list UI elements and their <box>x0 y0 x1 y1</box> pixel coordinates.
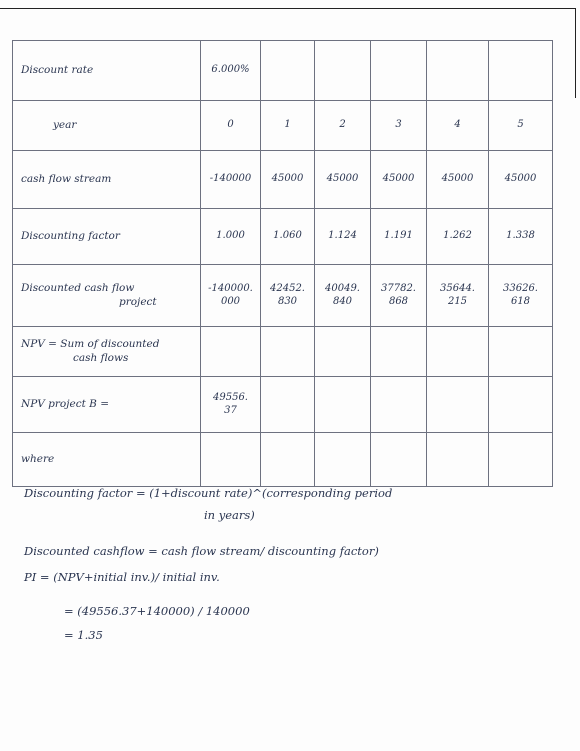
dcf-value-bottom: 000 <box>220 295 241 307</box>
discounted-cash-flow-cell <box>427 265 489 327</box>
year-cell: 4 <box>427 101 489 151</box>
page-top-rule <box>0 8 575 9</box>
discounted-cashflow-formula: Discounted cashflow = cash flow stream/ discounting factor) <box>24 544 379 558</box>
discounted-cash-flow-label <box>13 265 201 327</box>
discounted-cash-flow-label-line2: project <box>119 295 157 308</box>
discount-rate-label: Discount rate <box>13 41 201 101</box>
dcf-value-top: -140000. <box>208 283 253 294</box>
discounting-factor-cell: 1.191 <box>371 209 427 265</box>
discounting-factor-cell: 1.262 <box>427 209 489 265</box>
dcf-value-top: 37782. <box>381 283 416 294</box>
profitability-index-result: = 1.35 <box>64 628 103 642</box>
dcf-value-top: 40049. <box>325 283 360 294</box>
dcf-value-bottom: 868 <box>388 295 409 307</box>
cash-flow-cell: 45000 <box>371 151 427 209</box>
discounted-cash-flow-cell <box>371 265 427 327</box>
discounted-cash-flow-label-line1: Discounted cash flow <box>21 282 135 295</box>
npv-definition-label <box>13 327 201 377</box>
discounting-factor-cell: 1.060 <box>261 209 315 265</box>
npv-table <box>12 40 553 487</box>
cash-flow-cell: 45000 <box>315 151 371 209</box>
year-row <box>13 101 553 151</box>
dcf-value-bottom: 840 <box>332 295 353 307</box>
discount-rate-row <box>13 41 553 101</box>
discounting-factor-formula-line2: in years) <box>204 508 255 522</box>
npv-definition-line1: NPV = Sum of discounted <box>21 338 160 351</box>
cash-flow-cell: 45000 <box>261 151 315 209</box>
dcf-value-top: 42452. <box>270 283 305 294</box>
dcf-value-bottom: 830 <box>277 295 298 307</box>
npv-definition-line2: cash flows <box>73 351 129 364</box>
dcf-value-top: 33626. <box>503 283 538 294</box>
npv-value-line2: 37 <box>224 404 237 416</box>
cash-flow-label: cash flow stream <box>13 151 201 209</box>
year-cell: 1 <box>261 101 315 151</box>
dcf-value-bottom: 215 <box>447 295 468 307</box>
discounting-factor-label: Discounting factor <box>13 209 201 265</box>
discounting-factor-cell: 1.124 <box>315 209 371 265</box>
dcf-value-top: 35644. <box>440 283 475 294</box>
discounted-cash-flow-cell <box>489 265 553 327</box>
cash-flow-cell: -140000 <box>201 151 261 209</box>
discounting-factor-formula-line1: Discounting factor = (1+discount rate)^(corresponding period <box>24 486 393 500</box>
cash-flow-cell: 45000 <box>427 151 489 209</box>
year-cell: 0 <box>201 101 261 151</box>
discounted-cash-flow-cell <box>201 265 261 327</box>
profitability-index-formula: PI = (NPV+initial inv.)/ initial inv. <box>24 570 220 584</box>
cash-flow-row <box>13 151 553 209</box>
npv-definition-row <box>13 327 553 377</box>
npv-value-line1: 49556. <box>213 392 248 403</box>
cash-flow-cell: 45000 <box>489 151 553 209</box>
discount-rate-value: 6.000% <box>201 41 261 101</box>
discounting-factor-row <box>13 209 553 265</box>
page-right-rule <box>575 8 576 98</box>
dcf-value-bottom: 618 <box>510 295 531 307</box>
discounted-cash-flow-row <box>13 265 553 327</box>
year-cell: 5 <box>489 101 553 151</box>
profitability-index-calc: = (49556.37+140000) / 140000 <box>64 604 250 618</box>
year-cell: 3 <box>371 101 427 151</box>
npv-project-value <box>201 377 261 433</box>
where-row <box>13 433 553 487</box>
discounting-factor-cell: 1.000 <box>201 209 261 265</box>
discounting-factor-cell: 1.338 <box>489 209 553 265</box>
discounting-factor-formula-line2-wrap <box>24 508 255 522</box>
where-label: where <box>13 433 201 487</box>
year-label: year <box>13 101 201 151</box>
npv-project-row <box>13 377 553 433</box>
discounted-cash-flow-cell <box>261 265 315 327</box>
discounted-cash-flow-cell <box>315 265 371 327</box>
npv-project-label: NPV project B = <box>13 377 201 433</box>
year-cell: 2 <box>315 101 371 151</box>
